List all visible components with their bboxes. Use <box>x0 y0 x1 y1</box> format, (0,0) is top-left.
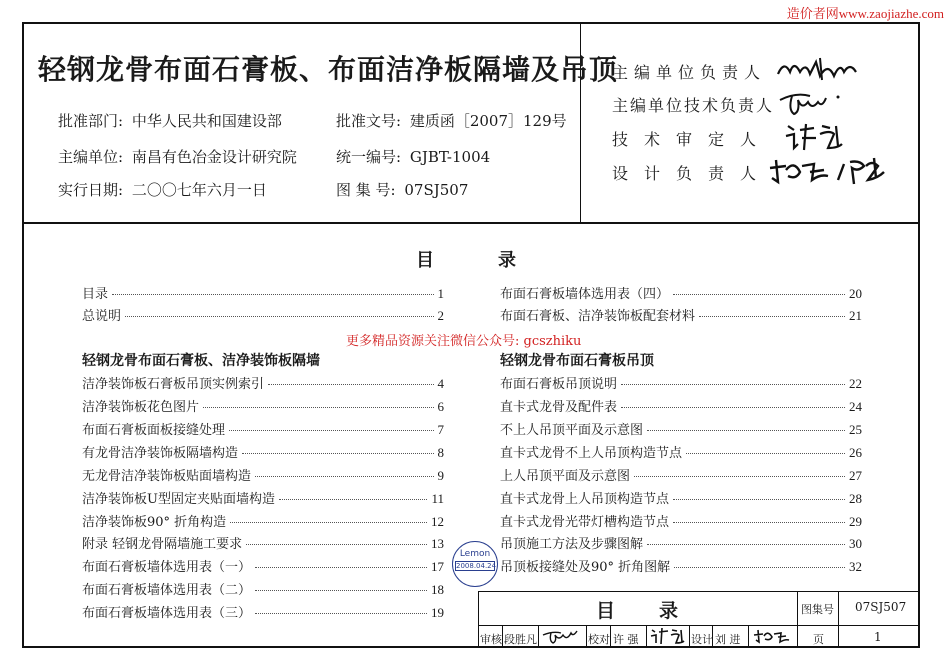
title-block-vline <box>689 625 690 648</box>
stamp-date: 2008.04.24 <box>456 562 497 570</box>
toc-item-page: 32 <box>849 559 862 574</box>
toc-item-page: 9 <box>437 468 444 483</box>
document-title: 轻钢龙骨布面石膏板、布面洁净板隔墙及吊顶 <box>38 53 619 86</box>
toc-item-page: 25 <box>849 422 862 437</box>
stamp-name: Lemon <box>459 549 491 559</box>
toc-item-page: 2 <box>437 308 444 323</box>
toc-item-title: 直卡式龙骨及配件表 <box>500 400 618 415</box>
checker-name: 许 强 <box>613 633 639 646</box>
toc-item[interactable] <box>500 283 862 303</box>
designer-signature <box>752 627 794 645</box>
toc-item-title: 不上人吊顶平面及示意图 <box>500 423 644 438</box>
atlas-number-value: 07SJ507 <box>404 181 469 199</box>
toc-heading: 目录 <box>416 250 580 271</box>
toc-item-page: 7 <box>437 422 444 437</box>
title-block-vline <box>797 591 798 648</box>
approval-docno <box>336 110 567 131</box>
reviewer-name: 段胜凡 <box>504 633 537 646</box>
approval-dept-value: 中华人民共和国建设部 <box>131 112 282 130</box>
toc-item[interactable] <box>82 579 444 599</box>
toc-item-title: 布面石膏板墙体选用表（三） <box>82 606 252 621</box>
toc-item-title: 总说明 <box>82 309 122 324</box>
effective-date-value: 二〇〇七年六月一日 <box>131 181 267 199</box>
toc-item[interactable] <box>500 533 862 553</box>
toc-item-page: 19 <box>431 605 444 620</box>
atlas-number <box>336 179 468 200</box>
toc-item[interactable] <box>82 305 444 325</box>
checker-signature <box>650 626 688 646</box>
editor-org <box>58 146 297 167</box>
effective-date-label: 实行日期: <box>58 181 124 199</box>
title-block-vline <box>610 625 611 648</box>
title-block-vline <box>502 625 503 648</box>
design-label: 设计 <box>691 633 713 646</box>
toc-item-page: 4 <box>437 376 444 391</box>
toc-item[interactable] <box>82 488 444 508</box>
toc-item[interactable] <box>82 511 444 531</box>
toc-item[interactable] <box>82 602 444 622</box>
title-block-vline <box>538 625 539 648</box>
toc-item[interactable] <box>500 396 862 416</box>
atlas-number-label: 图 集 号: <box>336 181 396 199</box>
approval-dept <box>58 110 282 131</box>
toc-item[interactable] <box>82 465 444 485</box>
toc-item-page: 13 <box>431 536 444 551</box>
toc-item-title: 洁净装饰板花色图片 <box>82 400 200 415</box>
toc-item-page: 20 <box>849 286 862 301</box>
toc-item-title: 布面石膏板墙体选用表（四） <box>500 287 670 302</box>
title-block-atlas-label: 图集号 <box>801 603 834 616</box>
effective-date <box>58 179 267 200</box>
toc-item-page: 12 <box>431 514 444 529</box>
title-block-hline <box>478 625 920 626</box>
unified-code <box>336 146 490 167</box>
toc-item-title: 布面石膏板面板接缝处理 <box>82 423 226 438</box>
signature-chief-org <box>772 52 862 86</box>
editor-org-label: 主编单位: <box>58 148 124 166</box>
reviewer-signature <box>541 627 585 645</box>
toc-item[interactable] <box>82 396 444 416</box>
toc-item-page: 24 <box>849 399 862 414</box>
check-label: 校对 <box>588 633 610 646</box>
toc-item-page: 18 <box>431 582 444 597</box>
title-block-title: 目录 <box>596 600 723 622</box>
toc-item-page: 17 <box>431 559 444 574</box>
unified-code-value: GJBT-1004 <box>409 148 491 166</box>
toc-item[interactable] <box>500 305 862 325</box>
resp-tech-review: 技术审定人 <box>612 130 773 149</box>
toc-item[interactable] <box>500 556 862 576</box>
header-divider <box>22 222 920 224</box>
section-heading-partitions: 轻钢龙骨布面石膏板、洁净装饰板隔墙 <box>82 353 320 369</box>
page-label: 页 <box>813 633 824 646</box>
toc-item-page: 11 <box>431 491 444 506</box>
toc-item[interactable] <box>500 419 862 439</box>
toc-item[interactable] <box>500 373 862 393</box>
title-block-vline <box>646 625 647 648</box>
toc-item[interactable] <box>82 373 444 393</box>
approval-docno-label: 批准文号: <box>336 112 402 130</box>
toc-item-page: 27 <box>849 468 862 483</box>
toc-item-title: 洁净装饰板U型固定夹贴面墙构造 <box>82 492 275 507</box>
toc-item-title: 布面石膏板、洁净装饰板配套材料 <box>500 309 696 324</box>
toc-item-page: 8 <box>437 445 444 460</box>
toc-item-page: 6 <box>437 399 444 414</box>
toc-item[interactable] <box>82 283 444 303</box>
toc-item-page: 26 <box>849 445 862 460</box>
review-label: 审核 <box>480 633 502 646</box>
resp-design-lead: 设计负责人 <box>612 164 773 183</box>
editor-org-value: 南昌有色冶金设计研究院 <box>131 148 297 166</box>
toc-item-page: 1 <box>437 286 444 301</box>
page-number: 1 <box>874 630 882 644</box>
toc-item[interactable] <box>82 442 444 462</box>
resp-chief-tech: 主编单位技术负责人 <box>612 96 775 115</box>
date-stamp <box>452 541 498 587</box>
toc-item-title: 上人吊顶平面及示意图 <box>500 469 631 484</box>
toc-item-page: 28 <box>849 491 862 506</box>
approval-dept-label: 批准部门: <box>58 112 124 130</box>
title-block-vline <box>838 591 839 648</box>
toc-item-title: 布面石膏板吊顶说明 <box>500 377 618 392</box>
toc-item[interactable] <box>82 533 444 553</box>
toc-item-title: 洁净装饰板石膏板吊顶实例索引 <box>82 377 265 392</box>
signature-design-lead <box>766 154 896 190</box>
toc-item-title: 目录 <box>82 287 109 302</box>
toc-item-title: 有龙骨洁净装饰板隔墙构造 <box>82 446 239 461</box>
toc-item[interactable] <box>82 556 444 576</box>
signature-chief-tech <box>776 88 856 118</box>
toc-item-page: 22 <box>849 376 862 391</box>
toc-item-title: 吊顶板接缝处及90° 折角图解 <box>500 560 671 575</box>
toc-item[interactable] <box>500 442 862 462</box>
title-block-atlas-no: 07SJ507 <box>855 600 907 614</box>
toc-item-title: 附录 轻钢龙骨隔墙施工要求 <box>82 537 243 552</box>
title-block-vline <box>748 625 749 648</box>
signature-tech-review <box>784 120 854 154</box>
approval-docno-value: 建质函［2007］129号 <box>409 112 567 130</box>
toc-item-page: 29 <box>849 514 862 529</box>
toc-item-title: 洁净装饰板90° 折角构造 <box>82 515 227 530</box>
toc-item-title: 吊顶施工方法及步骤图解 <box>500 537 644 552</box>
unified-code-label: 统一编号: <box>336 148 402 166</box>
toc-item[interactable] <box>500 488 862 508</box>
toc-item-page: 30 <box>849 536 862 551</box>
promo-watermark: 更多精品资源关注微信公众号: gcszhiku <box>346 334 582 349</box>
toc-item[interactable] <box>82 419 444 439</box>
toc-item[interactable] <box>500 465 862 485</box>
toc-item-title: 布面石膏板墙体选用表（二） <box>82 583 252 598</box>
toc-item-title: 直卡式龙骨不上人吊顶构造节点 <box>500 446 683 461</box>
toc-item-title: 无龙骨洁净装饰板贴面墙构造 <box>82 469 252 484</box>
title-block-vline <box>586 625 587 648</box>
toc-item-page: 21 <box>849 308 862 323</box>
resp-chief-org: 主编单位负责人 <box>612 63 767 82</box>
toc-item-title: 直卡式龙骨上人吊顶构造节点 <box>500 492 670 507</box>
toc-item-title: 布面石膏板墙体选用表（一） <box>82 560 252 575</box>
section-heading-ceilings: 轻钢龙骨布面石膏板吊顶 <box>500 353 654 369</box>
toc-item-title: 直卡式龙骨光带灯槽构造节点 <box>500 515 670 530</box>
site-watermark: 造价者网www.zaojiazhe.com <box>786 6 944 21</box>
toc-item[interactable] <box>500 511 862 531</box>
designer-name: 刘 进 <box>715 633 741 646</box>
